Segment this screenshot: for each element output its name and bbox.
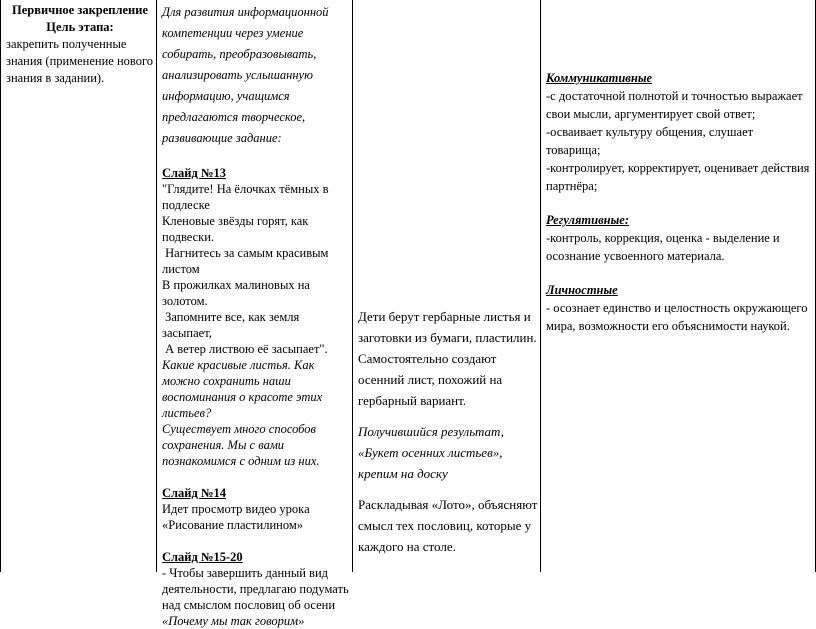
outcome-item: -осваивает культуру общения, слушает товарища; — [546, 125, 754, 157]
intro-text: Для развития информационной компетенции через умение собирать, преобразовывать, анализировать услышанную информацию, учащимся предлагаются творческое, развивающие задание: — [162, 5, 329, 145]
slide-15-20-text: - Чтобы завершить данный вид деятельности, предлагаю подумать над смыслом пословиц об осени — [162, 566, 349, 612]
poem-line: Кленовые звёзды горят, как подвески. — [162, 214, 309, 244]
column-divider-3 — [540, 0, 541, 572]
outcome-item: -контролирует, корректирует, оценивает действия партнёра; — [546, 161, 810, 193]
poem-line: "Глядите! На ёлочках тёмных в подлеске — [162, 182, 329, 212]
column-divider-2 — [352, 0, 353, 572]
personal-heading: Личностные — [546, 283, 618, 297]
communicative-heading: Коммуникативные — [546, 71, 653, 85]
result-text: Получившийся результат, «Букет осенних листьев», крепим на доску — [358, 424, 504, 481]
question-text: Какие красивые листья. Как можно сохранить наши воспоминания о красоте этих листьев? — [162, 358, 323, 420]
outcomes-cell — [546, 0, 810, 572]
table-border-left — [0, 0, 1, 572]
student-activity-text: Дети берут гербарные листья и заготовки из бумаги, пластилин. — [358, 309, 537, 345]
student-activity-text: Самостоятельно создают осенний лист, похожий на гербарный вариант. — [358, 351, 503, 408]
regulatory-heading: Регулятивные: — [546, 213, 629, 227]
poem-line: Запомните все, как земля засыпает, — [162, 310, 303, 340]
goal-label: Цель этапа: — [46, 20, 114, 34]
slide-14-heading: Слайд №14 — [162, 486, 227, 500]
stage-title: Первичное закрепление — [11, 3, 149, 17]
outcome-item: - осознает единство и целостность окружающего мира, возможности его объяснимости наукой. — [546, 301, 808, 333]
slide-14-text: Идет просмотр видео урока «Рисование пластилином» — [162, 502, 310, 532]
statement-text: Существует много способов сохранения. Мы с вами познакомимся с одним из них. — [162, 422, 320, 468]
stage-cell — [6, 0, 154, 572]
outcome-item: -контроль, коррекция, оценка - выделение и осознание усвоенного материала. — [546, 231, 780, 263]
student-activity-cell — [358, 0, 538, 572]
poem-line: А ветер листвою её засыпает". — [162, 342, 328, 356]
poem-line: Нагнитесь за самым красивым листом — [162, 246, 332, 276]
loto-text: Раскладывая «Лото», объясняют смысл тех пословиц, которые у каждого на столе. — [358, 497, 538, 554]
slide-15-20-heading: Слайд №15-20 — [162, 550, 243, 564]
proverbs-question: «Почему мы так говорим» — [162, 614, 305, 628]
goal-text: закрепить полученные знания (применение нового знания в задании). — [6, 37, 154, 85]
slide-13-heading: Слайд №13 — [162, 166, 227, 180]
outcome-item: -с достаточной полнотой и точностью выражает свои мысли, аргументирует свой ответ; — [546, 89, 803, 121]
column-divider-1 — [156, 0, 157, 572]
poem-line: В прожилках малиновых на золотом. — [162, 278, 310, 308]
teacher-activity-cell — [162, 0, 352, 628]
